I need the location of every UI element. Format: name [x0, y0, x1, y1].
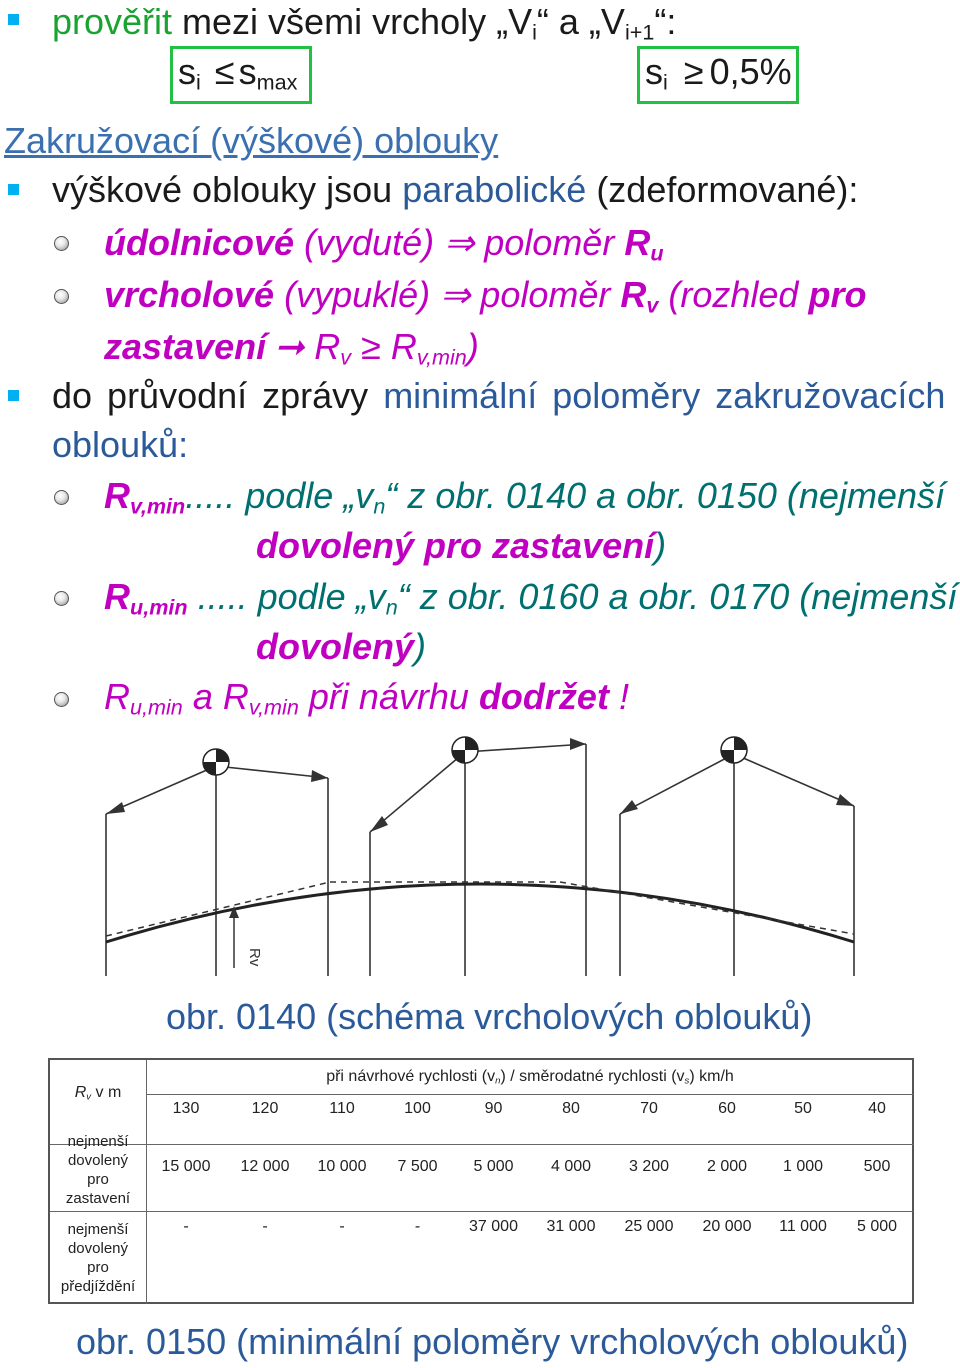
crest-curve-line-2: zastavení ➞ $R_v \ge R_{v,min}$)	[104, 326, 479, 370]
speed-cell: 120	[251, 1100, 279, 1117]
speed-cell: 40	[868, 1100, 886, 1117]
rv-min-line: $R_{v,min}$..... podle $„v_n“$ z obr. 0140 a obr. 0150 (nejmenší	[104, 475, 945, 519]
speed-cell: 110	[329, 1100, 355, 1117]
bullet-dot-icon	[54, 591, 69, 606]
radius-cell: -	[339, 1218, 345, 1235]
bullet-square-icon	[8, 184, 19, 195]
implies-arrow-icon: ⇒	[444, 222, 475, 263]
min-radius-table	[48, 1058, 914, 1304]
radius-cell: -	[262, 1218, 268, 1235]
right-arrow-icon: ➞	[274, 326, 305, 367]
rv-min-line-2: dovolený pro zastavení)	[256, 525, 667, 566]
radius-cell: 5 000	[473, 1158, 514, 1175]
radius-label: Rv	[246, 948, 263, 967]
figure-caption-0140: obr. 0140 (schéma vrcholových oblouků)	[166, 996, 813, 1037]
table-header: při návrhové rychlosti $(v_n)$ / směrodatné rychlosti $(v_s)$ km/h	[326, 1068, 734, 1087]
condition-min: $s_i \ge 0,5\%$	[645, 51, 792, 95]
bullet-report: do průvodní zprávy minimální poloměry zakružovacích	[52, 375, 946, 416]
ru-min-line: $R_{u,min}$ ..... podle $„v_n“$ z obr. 0160 a obr. 0170 (nejmenší	[104, 576, 958, 620]
implies-arrow-icon: ⇒	[440, 274, 471, 315]
radius-cell: 5 000	[856, 1218, 898, 1235]
ru-min-line-2: dovolený)	[256, 626, 427, 667]
radius-cell: 500	[863, 1158, 891, 1175]
bullet-dot-icon	[54, 490, 69, 505]
radius-cell: 15 000	[161, 1158, 211, 1175]
bullet-dot-icon	[54, 236, 69, 251]
row-label-stopping: nejmenší dovolený pro zastavení	[65, 1133, 131, 1207]
crest-curve-line: vrcholové (vypuklé) ⇒ poloměr $R_v$ (rozhled pro	[104, 274, 867, 318]
radius-cell: 1 000	[782, 1158, 824, 1175]
bullet-report-2: oblouků:	[52, 424, 189, 465]
radius-cell: 20 000	[702, 1218, 752, 1235]
condition-max: $s_i \le s_{max}$	[178, 51, 298, 95]
radius-cell: 4 000	[550, 1158, 592, 1175]
table-corner: $R_v$ v m	[74, 1084, 122, 1103]
bullet-dot-icon	[54, 692, 69, 707]
speed-cell: 50	[794, 1100, 812, 1117]
radius-cell: -	[414, 1218, 421, 1235]
radius-cell: 3 200	[628, 1158, 670, 1175]
crest-curve-diagram	[100, 736, 860, 978]
section-heading: Zakružovací (výškové) oblouky	[4, 120, 499, 161]
keep-line: $R_{u,min}$ a $R_{v,min}$ při návrhu dodržet !	[104, 676, 629, 720]
speed-cell: 90	[484, 1100, 503, 1117]
radius-cell: -	[183, 1218, 189, 1235]
verify-line: prověřit mezi všemi vrcholy $„V_i“$ a $„V_{i+1}“$:	[52, 1, 677, 45]
bullet-square-icon	[8, 390, 19, 401]
speed-cell: 60	[718, 1100, 736, 1117]
speed-cell: 100	[404, 1100, 431, 1117]
radius-cell: 11 000	[779, 1218, 827, 1235]
radius-cell: 25 000	[624, 1218, 674, 1235]
radius-cell: 37 000	[469, 1218, 518, 1235]
radius-cell: 7 500	[397, 1158, 438, 1175]
bullet-square-icon	[8, 14, 19, 25]
speed-cell: 80	[562, 1100, 580, 1117]
radius-cell: 10 000	[317, 1158, 367, 1175]
valley-curve-line: údolnicové (vyduté) ⇒ poloměr $R_u$	[104, 222, 664, 266]
speed-cell: 130	[172, 1100, 200, 1117]
radius-cell: 12 000	[240, 1158, 290, 1175]
radius-cell: 31 000	[546, 1218, 596, 1235]
bullet-parabolic: výškové oblouky jsou parabolické (zdeformované):	[52, 169, 859, 210]
bullet-dot-icon	[54, 289, 69, 304]
verify-word: prověřit	[52, 1, 173, 42]
speed-cell: 70	[640, 1100, 658, 1117]
figure-caption-0150: obr. 0150 (minimální poloměry vrcholových oblouků)	[76, 1321, 909, 1362]
radius-cell: 2 000	[706, 1158, 748, 1175]
row-label-overtaking: nejmenší dovolený pro předjíždění	[60, 1221, 136, 1295]
